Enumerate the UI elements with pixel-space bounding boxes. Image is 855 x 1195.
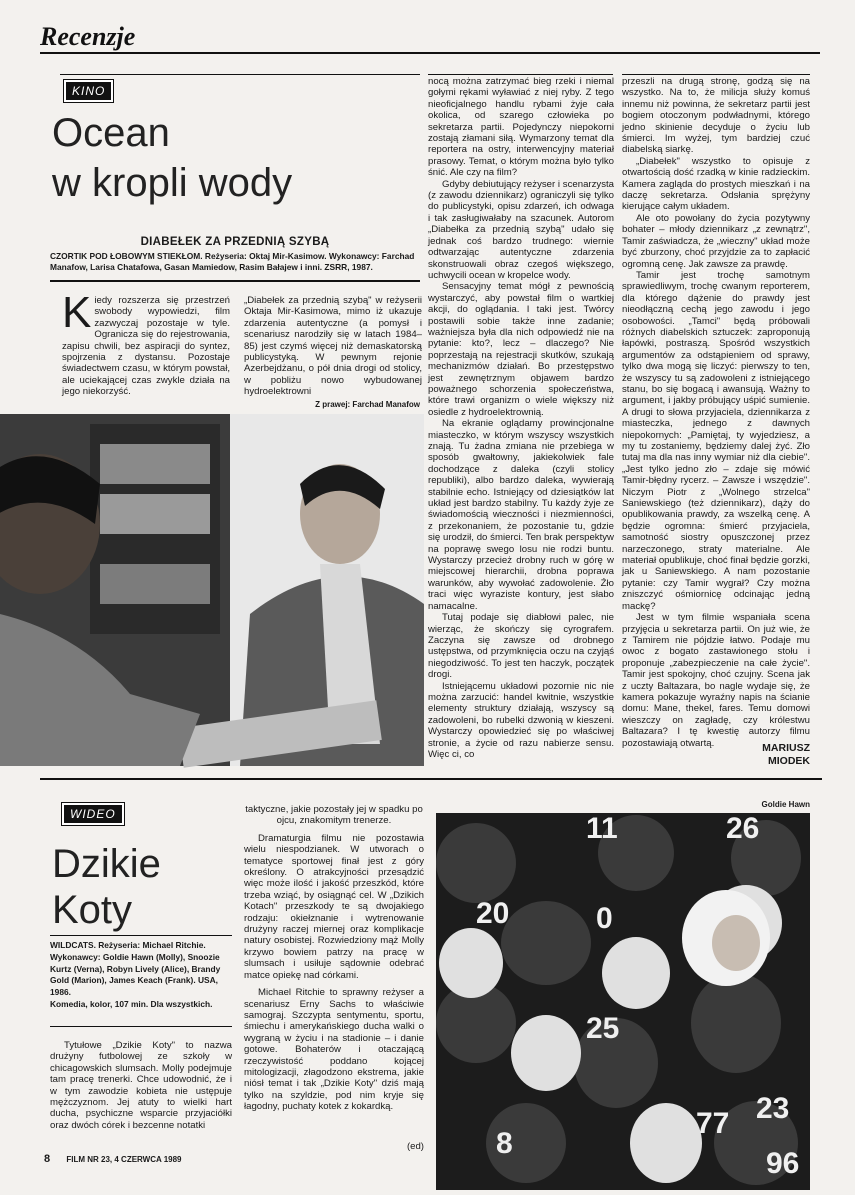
review1-credits: CZORTIK POD ŁOBOWYM STIEKŁOM. Reżyseria: Oktaj Mir-Kasimow. Wykonawcy: Farchad Manafow, Larisa Chatafowa, Gasan Mamiedow, Rasim Bałajew i inni. ZSRR, 1987. (50, 251, 415, 272)
film-still-photo (0, 414, 424, 766)
col3-para: Na ekranie oglądamy prowincjonalne miasteczko, w którym wszyscy wszystkich znają. Tu żadna zmiana nie przebiega w sposób gwałtowny, jakiekolwiek fale dochodzące z daleka (czyli stolicy republiki), albo bardzo daleka, wywierają stabilnie echo. Istniejący od dziesiątków lat układ jest bardzo stabilny. Tu każdy żyje ze świadomością wieczności i niezmienności, z przekonaniem, że pozostanie tu, gdzie się urodził, do śmierci. Ten brak perspektyw na poprawę swego losu nie rodzi buntu. Wystarczy przecież drobny ruch w górę w miejscowej hierarchii, drobna poprawa warunków, aby wywołać zadowolenie. Źło traci więc wyraziste kontury, jest słabo namacalne. (428, 418, 614, 612)
review2-credits-genre: Komedia, kolor, 107 min. Dla wszystkich. (50, 998, 213, 1009)
review1-credits-rule (50, 280, 420, 282)
jersey-number: 23 (756, 1092, 790, 1125)
col2-para: Michael Ritchie to sprawny reżyser a scenariusz Erny Sachs to właściwie samograj. Szczypta sentymentu, sportu, śmiechu i amerykańskiego ducha walki o wygraną w życiu i na stadionie – i danie gotowe. Bohaterów i otaczającą rzeczywistość poddano kojącej mitologizacji, złagodzono ekstrema, jakie niósł temat i tak „Dzikie Koty" dziś mają tylko na szyldzie, pod nim kryje się łagodny, puchaty kotek z kokardką. (244, 987, 424, 1113)
review2-signature: (ed) (406, 1141, 424, 1152)
review1-title (52, 112, 422, 204)
review2-title-line1: Dzikie (52, 842, 161, 886)
col3-para: nocą można zatrzymać bieg rzeki i niemal gołymi rękami wyławiać z niej ryby. Z tego nieoficjalnego handlu rybami żyje cała okolica, od szarego człowieka po sekretarza partii. Pojedynczy niepokorni zostają złamani siłą. Wymarzony temat dla reportera na ostry, interwencyjny materiał prasowy. Temat, o którym można było tylko śnić. Ale czy na film? (428, 76, 614, 179)
review2-photo-caption: Goldie Hawn (761, 800, 810, 809)
author-line2: MIODEK (768, 755, 810, 767)
review2-title-line2: Koty (52, 888, 133, 932)
jersey-number: 0 (596, 902, 613, 935)
section-title: Recenzje (40, 22, 136, 51)
col3-para: Sensacyjny temat mógł z pewnością wystarczyć, aby powstał film o wartkiej akcji, do oglądania. I taki jest. Twórcy postawili sobie także inne zadanie; ważniejsza była dla nich odpowiedź nie na pytanie: kto?, lecz – dlaczego? Nie poprzestają na rejestracji skutków, szukają mechanizmów działań. Bo przestępstwo jest zewnętrznym objawem bardzo poważnego schorzenia społeczeństwa, które trawi organizm o wiele większy niż osiedle z hydroelektrownią. (428, 281, 614, 418)
team-photo-illustration (436, 813, 810, 1190)
col4-para: przeszli na drugą stronę, godzą się na wszystko. Na to, że milicja służy komuś innemu niż powinna, że sekretarz partii jest bogiem otoczonym podwładnymi, którego jedno skinienie decyduje o życiu lub śmierci. Im wyżej, tym bardziej czuć diabelską siarkę. (622, 76, 810, 156)
review1-title-line2: w kropli wody (52, 161, 293, 205)
col4-para: Ale oto powołany do życia pozytywny bohater – młody dziennikarz „z zewnątrz", Tamir zaświadcza, że „wieczny" układ może być zburzony, choć przyjdzie za to zapłacić ogromną cenę. Jak zawsze za prawdę. (622, 212, 810, 270)
review1-photo-caption: Z prawej: Farchad Manafow (315, 400, 420, 409)
review1-subtitle: DIABEŁEK ZA PRZEDNIĄ SZYBĄ (140, 236, 330, 248)
col1-para: Tytułowe „Dzikie Koty" to nazwa drużyny futbolowej ze szkoły w chicagowskich slumsach. Molly podejmuje tam pracę trenerki. Chce udowodnić, że i w tym zawodzie kobieta nie ustępuje mężczyznom. Jej atuty to wielki hart ducha, psychiczne wsparcie przyjaciółki oraz dwóch córek i bezcenne notatki (50, 1040, 232, 1131)
col2-para: Dramaturgia filmu nie pozostawia wielu niespodzianek. W utworach o tematyce sportowej finał jest z góry określony. O atrakcyjności przesądzić więc może ilość i jakość przeszkód, które trzeba wziąć, by osiągnąć cel. W „Dzikich Kotach" przeszkody te są dwojakiego rodzaju: okiełznanie i wytrenowanie drużyny raczej miernej oraz komplikacje natury osobistej. Rozwiedziony mąż Molly krzywo bowiem patrzy na pracę w slumsach i usiłuje sądownie odebrać matce opiekę nad córkami. (244, 832, 424, 981)
review2-col1 (50, 1040, 232, 1150)
col4-para: „Diabełek" wszystko to opisuje z otwartością dość rzadką w kinie radzieckim. Kamera zagląda do prostych mieszkań i na daczę sekretarza. Odsłania sprężyny kierujące całym układem. (622, 155, 810, 213)
review2-credits-main: WILDCATS. Reżyseria: Michael Ritchie. Wykonawcy: Goldie Hawn (Molly), Snoozie Kurtz (Verna), Robyn Lively (Alice), Brandy Gold (Marion), James Keach (Frank). USA, 1986. (50, 940, 221, 998)
review2-credits-rule (50, 935, 232, 936)
lead-text: iedy rozszerza się przestrzeń swobody wypowiedzi, film zazwyczaj pozostaje w tyle. Ogranicza się do rejestrowania, zapisu chwili, bez aspiracji do syntez, spojrzenia z dystansu. Pozostaje świadectwem czasu, w którym powstał, ale uciekającej czas zwykle działa na jego niekorzyść. (62, 295, 230, 398)
football-team-photo (436, 813, 810, 1190)
review1-title-line1: Ocean (52, 111, 170, 155)
review2-col2 (244, 804, 424, 1140)
jersey-number: 8 (496, 1127, 513, 1160)
wideo-badge: WIDEO (62, 803, 124, 825)
review1-lead (62, 288, 230, 398)
col4-para: Jest w tym filmie wspaniała scena przyjęcia u sekretarza partii. On już wie, że z Tamirem nie pójdzie łatwo. Podaje mu owoc z bogato zastawionego stołu i proponuje „zabezpieczenie na całe życie". Tamir jest spokojny, choć czujny. Scena jak z uczty Baltazara, bo nagle wydaje się, że kamera pokazuje wyraźny napis na ścianie domu: Mane, thekel, fares. Temu domowi wieszczy on zagładę, czy królestwu Baltazara? I tę kwestię autorzy filmu pozostawiają otwartą. (622, 612, 810, 749)
col4-para: Tamir jest trochę samotnym sprawiedliwym, trochę cwanym reporterem, dla którego dążenie do prawdy jest nieodłączną cechą jego zawodu i jego osobowości. „Tamci" będą próbowali różnych diabelskich sztuczek: zaproponują łapówki, postraszą. Spośród wszystkich argumentów za odstąpieniem od sprawy, tylko dwa mogą się liczyć: pierwszy to ten, że wszyscy tu są zadowoleni z istniejącego stanu, bo się bogacą i awansują. Ważny to argument, i jakby próbujący uśpić sumienie. A drugi to słowa przyjaciela, dziennikarza z miasteczka, jednego z dawnych niepokornych: „Pamiętaj, ty wyjedziesz, a my tu zostaniemy, będziemy dalej żyć. Zło tutaj ma dla nas inny wymiar niż dla ciebie". „Jest tylko jedno zło – zdaje się mówić Tamir-błędny rycerz. – Zawsze i wszędzie". Niczym Piotr z „Wolnego strzelca" Saniewskiego (też dziennikarz), dąży do opublikowania prawdy, za wszelką cenę. A będzie ogromna: śmierć przyjaciela, samotność siostry opuszczonej przez narzeczonego, straty materialne. Ale materiał opublikuje, choć finał będzie gorzki, jak u Saniewskiego. A nam pozostanie pytanie: czy Tamir wygrał? Czy można zniszczyć ośmiornicę odcinając jedną mackę? (622, 269, 810, 612)
col3-para: Gdyby debiutujący reżyser i scenarzysta (z zawodu dziennikarz) ograniczyli się tylko do publicystyki, opisu zdarzeń, ich odwaga i tak zasługiwałaby na szacunek. Autorom „Diabełka za przednią szybą" udało się jednak coś bardzo trudnego: wiernie odtwarzając autentyczne zdarzenia skonstruowali obraz czegoś większego, uchwycili ocean w kropelce wody. (428, 178, 614, 281)
col4-top-rule (622, 74, 810, 75)
col3-para: Istniejącemu układowi pozornie nic nie można zarzucić: handel kwitnie, wszystkie elementy struktury działają, wszyscy są zadowoleni, bo rubelki dzwonią w kieszeni. Wystarczy opowiedzieć się po właściwej stronie, a życie od razu nabierze sensu. Więc ci, co (428, 680, 614, 760)
jersey-number: 25 (586, 1012, 620, 1045)
jersey-number: 20 (476, 897, 510, 930)
col3-top-rule (428, 74, 613, 75)
kino-badge: KINO (64, 80, 113, 102)
review1-col3 (428, 76, 614, 769)
dropcap: K (62, 288, 92, 337)
author-line1: MARIUSZ (762, 742, 810, 754)
jersey-number: 11 (586, 812, 618, 845)
footer-issue: FILM NR 23, 4 CZERWCA 1989 (66, 1155, 182, 1164)
review1-top-rule (60, 74, 420, 75)
page-number: 8 (44, 1153, 51, 1165)
page-footer (44, 1153, 344, 1165)
review1-author (680, 742, 810, 768)
review1-lead-col2: „Diabełek za przednią szybą" w reżyserii Oktaja Mir-Kasimowa, mimo iż ukazuje zdarzenia autentyczne (a pomysł i scenariusz narodziły się w latach 1984–85) jest czymś więcej niż demaskatorską publicystyką. W pewnym rejonie Azerbejdżanu, o pół dnia drogi od stolicy, w pobliżu nowo wybudowanej hydroelektrowni (244, 295, 422, 398)
review2-credits (50, 940, 232, 1011)
col2-para: taktyczne, jakie pozostały jej w spadku po ojcu, znakomitym trenerze. (245, 804, 423, 827)
col3-para: Tutaj podaje się diabłowi palec, nie wierząc, że skończy się cyrografem. Zaczyna się zawsze od drobnego ustępstwa, od przymknięcia oczu na czyjąś niegodziwość. To jest ten haczyk, początek drogi. (428, 612, 614, 681)
review-divider (40, 778, 822, 780)
jersey-number: 96 (766, 1147, 800, 1180)
header-rule (40, 52, 820, 54)
jersey-number: 26 (726, 812, 760, 845)
jersey-number: 77 (696, 1107, 730, 1140)
review2-title (52, 843, 232, 931)
review2-credits-rule-bottom (50, 1026, 232, 1027)
photo-illustration (0, 414, 424, 766)
